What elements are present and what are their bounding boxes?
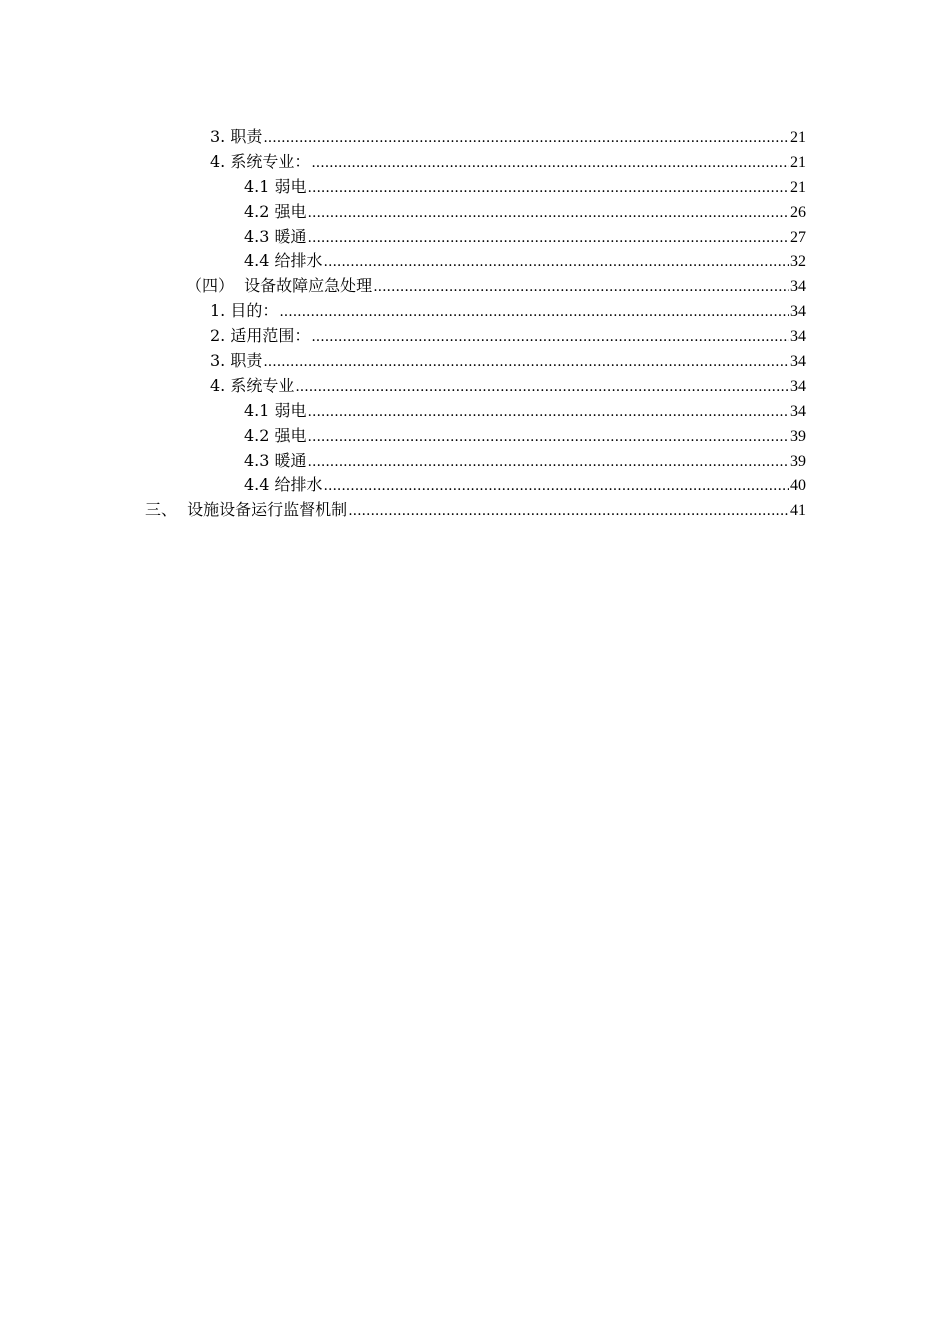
toc-entry[interactable] <box>0 374 950 399</box>
toc-entry-label: 3. 职责 <box>210 127 263 146</box>
toc-entry-label: 4.2 强电 <box>244 425 307 445</box>
toc-dot-leader <box>308 450 789 475</box>
toc-entry-label: 2. 适用范围： <box>210 326 311 346</box>
toc-dot-leader <box>263 126 789 151</box>
toc-entry-label: 4.3 暖通 <box>244 450 307 470</box>
toc-entry-page: 39 <box>790 427 806 445</box>
toc-dot-leader <box>308 425 789 450</box>
toc-entry-label: 4.4 给排水 <box>244 475 323 495</box>
toc-dot-leader <box>308 400 789 425</box>
toc-dot-leader <box>348 499 789 524</box>
toc-entry-label: 3. 职责 <box>210 351 263 371</box>
toc-entry-page: 41 <box>790 502 806 520</box>
toc-entry-page: 21 <box>790 153 806 171</box>
toc-dot-leader <box>279 300 789 325</box>
toc-dot-leader <box>295 375 789 400</box>
toc-dot-leader <box>373 275 789 300</box>
toc-entry-label: 4.1 弱电 <box>244 400 307 420</box>
toc-entry-page: 34 <box>790 402 806 420</box>
toc-entry-page: 34 <box>790 303 806 321</box>
toc-entry[interactable] <box>0 349 950 374</box>
toc-entry[interactable] <box>0 324 950 349</box>
toc-entry-page: 34 <box>790 353 806 371</box>
toc-entry-label: 1. 目的： <box>210 301 279 321</box>
toc-entry-label: 4. 系统专业 <box>210 375 295 395</box>
toc-entry[interactable] <box>0 175 950 200</box>
toc-entry-page: 34 <box>790 377 806 395</box>
toc-dot-leader <box>311 151 789 176</box>
toc-entry-page: 32 <box>790 253 806 271</box>
toc-entry-page: 40 <box>790 477 806 495</box>
toc-dot-leader <box>311 325 789 350</box>
toc-entry-label: 4. 系统专业： <box>210 151 311 171</box>
toc-entry[interactable] <box>0 473 950 498</box>
toc-entry-label: 4.3 暖通 <box>244 226 307 246</box>
toc-entry[interactable] <box>0 424 950 449</box>
toc-dot-leader <box>308 176 789 201</box>
toc-entry[interactable] <box>0 449 950 474</box>
toc-entry-page: 34 <box>790 328 806 346</box>
toc-entry-label: 4.4 给排水 <box>244 251 323 271</box>
toc-dot-leader <box>308 201 789 226</box>
toc-entry-label: 4.2 强电 <box>244 201 307 221</box>
toc-entry[interactable] <box>0 150 950 175</box>
toc-entry-page: 39 <box>790 452 806 470</box>
table-of-contents <box>0 125 950 523</box>
toc-entry[interactable] <box>0 200 950 225</box>
toc-entry[interactable] <box>0 249 950 274</box>
toc-entry[interactable] <box>0 225 950 250</box>
toc-entry-label: （四） 设备故障应急处理 <box>186 276 373 296</box>
toc-entry[interactable] <box>0 399 950 424</box>
toc-entry-label: 4.1 弱电 <box>244 176 307 196</box>
toc-entry-page: 26 <box>790 203 806 221</box>
toc-entry[interactable] <box>0 498 950 523</box>
toc-dot-leader <box>263 350 789 375</box>
toc-entry-label: 三、 设施设备运行监督机制 <box>145 500 348 520</box>
toc-entry[interactable] <box>0 299 950 324</box>
toc-entry-page: 21 <box>790 178 806 196</box>
toc-dot-leader <box>308 226 789 251</box>
toc-dot-leader <box>324 250 789 275</box>
toc-entry-page: 21 <box>790 129 806 146</box>
toc-entry[interactable] <box>0 274 950 299</box>
toc-entry-page: 27 <box>790 228 806 246</box>
toc-entry[interactable] <box>0 125 950 150</box>
toc-entry-page: 34 <box>790 278 806 296</box>
toc-dot-leader <box>324 474 789 499</box>
